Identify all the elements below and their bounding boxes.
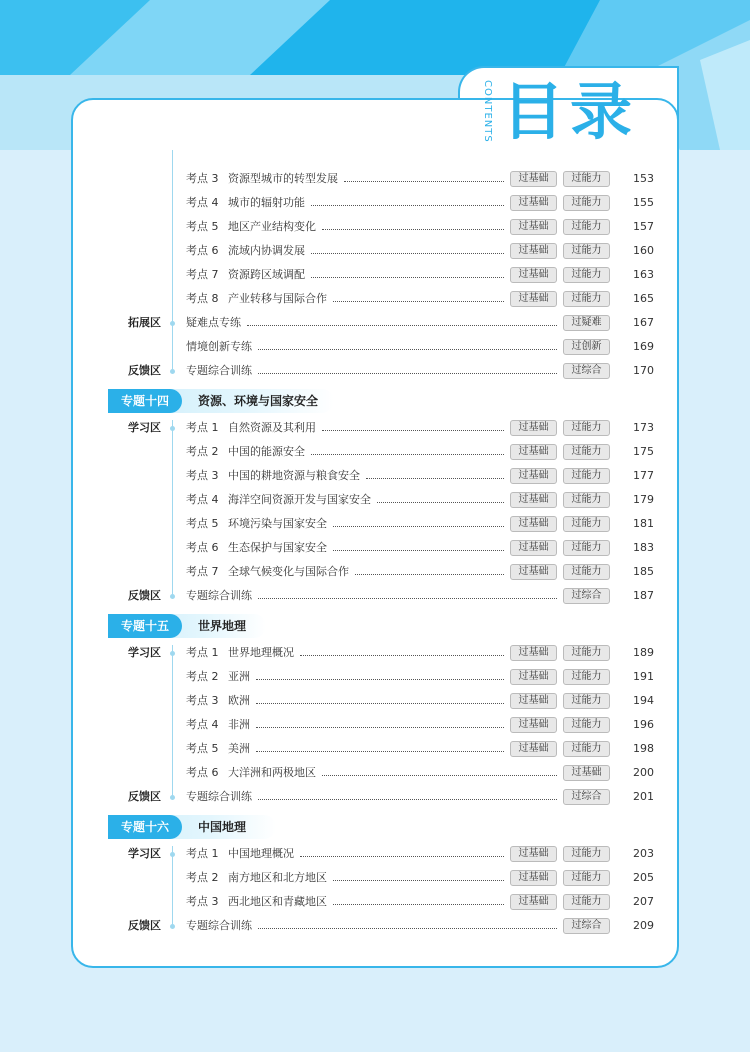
entry-body [186, 191, 750, 215]
page-number: 169 [633, 340, 654, 353]
practice-tag[interactable]: 过能力 [563, 894, 610, 910]
dot-leader [311, 454, 504, 455]
tag-group [563, 315, 610, 331]
dot-leader [258, 928, 557, 929]
timeline-dot [170, 852, 175, 857]
entry-body [186, 842, 750, 866]
practice-tag[interactable]: 过基础 [510, 291, 557, 307]
page-number: 181 [633, 517, 654, 530]
practice-tag[interactable]: 过基础 [510, 219, 557, 235]
tag-group [510, 540, 610, 556]
practice-tag[interactable]: 过基础 [510, 846, 557, 862]
topic-number: 考点 5 [186, 742, 219, 755]
practice-tag[interactable]: 过能力 [563, 171, 610, 187]
tag-group [563, 588, 610, 604]
practice-tag[interactable]: 过综合 [563, 588, 610, 604]
topic-number: 考点 3 [186, 895, 219, 908]
practice-tag[interactable]: 过能力 [563, 195, 610, 211]
zone-label: 反馈区 [128, 790, 161, 803]
tag-group [510, 267, 610, 283]
entry-body [186, 335, 750, 359]
entry-body [186, 263, 750, 287]
dot-leader [311, 205, 504, 206]
page-number: 187 [633, 589, 654, 602]
section-title: 世界地理 [198, 619, 247, 633]
toc-entry[interactable] [0, 584, 750, 608]
toc-entry[interactable] [0, 464, 750, 488]
topic-number: 考点 6 [186, 766, 219, 779]
topic-number: 考点 4 [186, 493, 219, 506]
section-number: 专题十四 [108, 389, 182, 413]
dot-leader [322, 775, 557, 776]
topic-number: 考点 6 [186, 541, 219, 554]
entry-body [186, 215, 750, 239]
page-number: 200 [633, 766, 654, 779]
entry-title: 欧洲 [228, 694, 250, 707]
dot-leader [256, 703, 504, 704]
practice-tag[interactable]: 过疑难 [563, 315, 610, 331]
timeline-dot [170, 321, 175, 326]
dot-leader [333, 880, 504, 881]
practice-tag[interactable]: 过能力 [563, 516, 610, 532]
entry-body [186, 464, 750, 488]
topic-number: 考点 4 [186, 718, 219, 731]
toc-entry[interactable] [0, 665, 750, 689]
entry-title: 生态保护与国家安全 [228, 541, 327, 554]
contents-label: CONTENTS [482, 80, 493, 143]
practice-tag[interactable]: 过能力 [563, 693, 610, 709]
zone-label: 反馈区 [128, 364, 161, 377]
tag-group [510, 870, 610, 886]
page-number: 183 [633, 541, 654, 554]
entry-title: 中国的耕地资源与粮食安全 [228, 469, 360, 482]
topic-number: 考点 1 [186, 847, 219, 860]
tag-group [510, 171, 610, 187]
practice-tag[interactable]: 过能力 [563, 870, 610, 886]
entry-body [186, 914, 750, 938]
entry-body [186, 890, 750, 914]
dot-leader [311, 253, 504, 254]
topic-number: 考点 7 [186, 565, 219, 578]
toc-entry[interactable] [0, 641, 750, 665]
section-title: 中国地理 [198, 820, 247, 834]
zone-label: 学习区 [128, 646, 161, 659]
practice-tag[interactable]: 过能力 [563, 540, 610, 556]
toc-entry[interactable] [0, 536, 750, 560]
zone-label: 反馈区 [128, 919, 161, 932]
topic-number: 考点 4 [186, 196, 219, 209]
tag-group [510, 693, 610, 709]
tag-group [563, 918, 610, 934]
practice-tag[interactable]: 过能力 [563, 492, 610, 508]
dot-leader [355, 574, 504, 575]
dot-leader [256, 727, 504, 728]
entry-title: 资源跨区域调配 [228, 268, 305, 281]
zone-label: 学习区 [128, 847, 161, 860]
tag-group [510, 243, 610, 259]
entry-body [186, 785, 750, 809]
topic-number: 考点 2 [186, 670, 219, 683]
practice-tag[interactable]: 过创新 [563, 339, 610, 355]
tag-group [510, 420, 610, 436]
practice-tag[interactable]: 过能力 [563, 267, 610, 283]
entry-body [186, 536, 750, 560]
entry-body [186, 311, 750, 335]
tag-group [563, 363, 610, 379]
entry-title: 情境创新专练 [186, 340, 252, 353]
practice-tag[interactable]: 过综合 [563, 918, 610, 934]
topic-number: 考点 5 [186, 220, 219, 233]
entry-title: 专题综合训练 [186, 589, 252, 602]
dot-leader [333, 526, 504, 527]
page-number: 201 [633, 790, 654, 803]
page-number: 198 [633, 742, 654, 755]
toc-entry[interactable] [0, 416, 750, 440]
practice-tag[interactable]: 过基础 [510, 444, 557, 460]
dot-leader [258, 373, 557, 374]
dot-leader [256, 751, 504, 752]
practice-tag[interactable]: 过能力 [563, 564, 610, 580]
tag-group [510, 444, 610, 460]
dot-leader [344, 181, 504, 182]
entry-title: 海洋空间资源开发与国家安全 [228, 493, 371, 506]
entry-title: 疑难点专练 [186, 316, 241, 329]
practice-tag[interactable]: 过能力 [563, 444, 610, 460]
toc-entry[interactable] [0, 488, 750, 512]
entry-title: 专题综合训练 [186, 919, 252, 932]
entry-title: 亚洲 [228, 670, 250, 683]
entry-body [186, 689, 750, 713]
entry-title: 西北地区和青藏地区 [228, 895, 327, 908]
page-number: 185 [633, 565, 654, 578]
dot-leader [258, 598, 557, 599]
dot-leader [377, 502, 504, 503]
toc-entry[interactable] [0, 761, 750, 785]
toc-entry[interactable] [0, 689, 750, 713]
toc-entry[interactable] [0, 335, 750, 359]
entry-body [186, 359, 750, 383]
entry-title: 资源型城市的转型发展 [228, 172, 338, 185]
tag-group [563, 789, 610, 805]
topic-number: 考点 3 [186, 172, 219, 185]
tag-group [510, 894, 610, 910]
practice-tag[interactable]: 过基础 [510, 492, 557, 508]
section-header[interactable] [108, 815, 276, 839]
entry-body [186, 713, 750, 737]
dot-leader [258, 349, 557, 350]
entry-title: 产业转移与国际合作 [228, 292, 327, 305]
topic-number: 考点 7 [186, 268, 219, 281]
practice-tag[interactable]: 过能力 [563, 669, 610, 685]
entry-title: 全球气候变化与国际合作 [228, 565, 349, 578]
tag-group [510, 564, 610, 580]
entry-title: 专题综合训练 [186, 364, 252, 377]
zone-label: 拓展区 [128, 316, 161, 329]
practice-tag[interactable]: 过基础 [510, 717, 557, 733]
toc-entry[interactable] [0, 785, 750, 809]
page-number: 157 [633, 220, 654, 233]
entry-body [186, 440, 750, 464]
toc-entry[interactable] [0, 287, 750, 311]
toc-entry[interactable] [0, 512, 750, 536]
page-number: 191 [633, 670, 654, 683]
timeline-dot [170, 594, 175, 599]
practice-tag[interactable]: 过能力 [563, 741, 610, 757]
entry-body [186, 560, 750, 584]
timeline-dot [170, 426, 175, 431]
tag-group [510, 492, 610, 508]
entry-body [186, 287, 750, 311]
tag-group [510, 291, 610, 307]
page-number: 155 [633, 196, 654, 209]
practice-tag[interactable]: 过基础 [510, 693, 557, 709]
practice-tag[interactable]: 过基础 [510, 564, 557, 580]
toc-entry[interactable] [0, 890, 750, 914]
toc-entry[interactable] [0, 311, 750, 335]
tag-group [510, 219, 610, 235]
entry-title: 南方地区和北方地区 [228, 871, 327, 884]
page-number: 175 [633, 445, 654, 458]
page-number: 189 [633, 646, 654, 659]
timeline-dot [170, 924, 175, 929]
page-number: 165 [633, 292, 654, 305]
page-number: 177 [633, 469, 654, 482]
tag-group [510, 669, 610, 685]
entry-body [186, 641, 750, 665]
practice-tag[interactable]: 过能力 [563, 243, 610, 259]
entry-title: 自然资源及其利用 [228, 421, 316, 434]
dot-leader [258, 799, 557, 800]
entry-title: 专题综合训练 [186, 790, 252, 803]
page-number: 153 [633, 172, 654, 185]
toc-entry[interactable] [0, 263, 750, 287]
toc-entry[interactable] [0, 191, 750, 215]
topic-number: 考点 3 [186, 469, 219, 482]
entry-body [186, 167, 750, 191]
practice-tag[interactable]: 过能力 [563, 219, 610, 235]
timeline-dot [170, 795, 175, 800]
page-number: 196 [633, 718, 654, 731]
practice-tag[interactable]: 过基础 [510, 894, 557, 910]
tag-group [510, 645, 610, 661]
page-number: 209 [633, 919, 654, 932]
practice-tag[interactable]: 过基础 [563, 765, 610, 781]
practice-tag[interactable]: 过基础 [510, 669, 557, 685]
page-number: 207 [633, 895, 654, 908]
topic-number: 考点 6 [186, 244, 219, 257]
entry-title: 美洲 [228, 742, 250, 755]
timeline-dot [170, 651, 175, 656]
toc-entry[interactable] [0, 359, 750, 383]
entry-title: 世界地理概况 [228, 646, 294, 659]
entry-body [186, 239, 750, 263]
entry-body [186, 488, 750, 512]
practice-tag[interactable]: 过基础 [510, 468, 557, 484]
practice-tag[interactable]: 过基础 [510, 267, 557, 283]
section-header[interactable] [108, 389, 334, 413]
practice-tag[interactable]: 过能力 [563, 291, 610, 307]
entry-title: 地区产业结构变化 [228, 220, 316, 233]
tag-group [563, 339, 610, 355]
entry-title: 环境污染与国家安全 [228, 517, 327, 530]
timeline-dot [170, 369, 175, 374]
entry-body [186, 512, 750, 536]
entry-title: 中国地理概况 [228, 847, 294, 860]
tag-group [510, 516, 610, 532]
dot-leader [300, 655, 504, 656]
topic-number: 考点 5 [186, 517, 219, 530]
page-number: 179 [633, 493, 654, 506]
entry-title: 大洋洲和两极地区 [228, 766, 316, 779]
dot-leader [311, 277, 504, 278]
entry-title: 流域内协调发展 [228, 244, 305, 257]
tag-group [510, 846, 610, 862]
page-number: 160 [633, 244, 654, 257]
section-title: 资源、环境与国家安全 [198, 394, 319, 408]
zone-label: 学习区 [128, 421, 161, 434]
toc-entry[interactable] [0, 866, 750, 890]
tag-group [510, 468, 610, 484]
page-number: 167 [633, 316, 654, 329]
topic-number: 考点 1 [186, 421, 219, 434]
dot-leader [300, 856, 504, 857]
practice-tag[interactable]: 过基础 [510, 870, 557, 886]
section-header[interactable] [108, 614, 266, 638]
entry-body [186, 761, 750, 785]
entry-body [186, 665, 750, 689]
topic-number: 考点 1 [186, 646, 219, 659]
entry-title: 城市的辐射功能 [228, 196, 305, 209]
page-number: 163 [633, 268, 654, 281]
entry-body [186, 737, 750, 761]
page-number: 194 [633, 694, 654, 707]
entry-body [186, 866, 750, 890]
entry-body [186, 416, 750, 440]
dot-leader [256, 679, 504, 680]
dot-leader [247, 325, 557, 326]
page-title: 目录 [502, 75, 639, 148]
practice-tag[interactable]: 过能力 [563, 645, 610, 661]
practice-tag[interactable]: 过能力 [563, 468, 610, 484]
entry-title: 中国的能源安全 [228, 445, 305, 458]
topic-number: 考点 2 [186, 445, 219, 458]
practice-tag[interactable]: 过能力 [563, 420, 610, 436]
topic-number: 考点 3 [186, 694, 219, 707]
tag-group [563, 765, 610, 781]
practice-tag[interactable]: 过综合 [563, 789, 610, 805]
practice-tag[interactable]: 过基础 [510, 243, 557, 259]
practice-tag[interactable]: 过基础 [510, 420, 557, 436]
page-number: 173 [633, 421, 654, 434]
toc-entry[interactable] [0, 914, 750, 938]
tag-group [510, 195, 610, 211]
topic-number: 考点 8 [186, 292, 219, 305]
toc-entry[interactable] [0, 167, 750, 191]
dot-leader [322, 430, 504, 431]
section-number: 专题十六 [108, 815, 182, 839]
practice-tag[interactable]: 过基础 [510, 540, 557, 556]
section-number: 专题十五 [108, 614, 182, 638]
practice-tag[interactable]: 过基础 [510, 171, 557, 187]
entry-title: 非洲 [228, 718, 250, 731]
toc-entry[interactable] [0, 737, 750, 761]
toc-entry[interactable] [0, 440, 750, 464]
practice-tag[interactable]: 过综合 [563, 363, 610, 379]
toc-entry[interactable] [0, 713, 750, 737]
dot-leader [333, 301, 504, 302]
tag-group [510, 717, 610, 733]
page-number: 205 [633, 871, 654, 884]
practice-tag[interactable]: 过基础 [510, 516, 557, 532]
practice-tag[interactable]: 过基础 [510, 195, 557, 211]
page-number: 170 [633, 364, 654, 377]
page-number: 203 [633, 847, 654, 860]
practice-tag[interactable]: 过能力 [563, 717, 610, 733]
toc-entry[interactable] [0, 239, 750, 263]
toc-entry[interactable] [0, 560, 750, 584]
tag-group [510, 741, 610, 757]
toc-entry[interactable] [0, 842, 750, 866]
practice-tag[interactable]: 过能力 [563, 846, 610, 862]
toc-entry[interactable] [0, 215, 750, 239]
entry-body [186, 584, 750, 608]
dot-leader [366, 478, 504, 479]
dot-leader [333, 904, 504, 905]
practice-tag[interactable]: 过基础 [510, 645, 557, 661]
practice-tag[interactable]: 过基础 [510, 741, 557, 757]
topic-number: 考点 2 [186, 871, 219, 884]
dot-leader [322, 229, 504, 230]
zone-label: 反馈区 [128, 589, 161, 602]
dot-leader [333, 550, 504, 551]
